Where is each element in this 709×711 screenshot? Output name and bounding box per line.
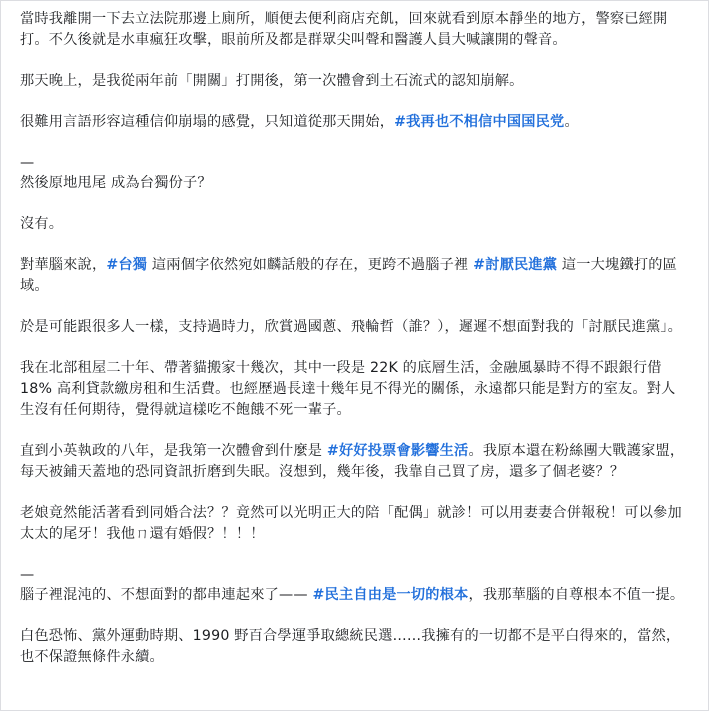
paragraph-7 (20, 317, 686, 338)
paragraph-text: 白色恐怖、黨外運動時期、1990 野百合學運爭取總統民選……我擁有的一切都不是平白得來的，當然，也不保證無條件永續。 (20, 628, 681, 665)
hashtag-link[interactable]: #好好投票會影響生活 (326, 443, 469, 459)
paragraph-1 (20, 9, 686, 51)
section-divider (20, 153, 686, 173)
hashtag-link[interactable]: #台獨 (106, 257, 148, 273)
paragraph-text: 對華腦來說， (20, 257, 107, 273)
paragraph-4 (20, 173, 686, 194)
hashtag-link[interactable]: #我再也不相信中国国民党 (394, 114, 565, 130)
paragraph-text: 這一大塊鐵打的區域。 (20, 257, 677, 294)
divider-dash: — (20, 567, 35, 583)
paragraph-text: 腦子裡混沌的、不想面對的都串連起來了—— (20, 587, 313, 603)
paragraph-3 (20, 112, 686, 133)
paragraph-text: 直到小英執政的八年，是我第一次體會到什麼是 (20, 443, 327, 459)
post-body (20, 9, 686, 688)
divider-dash: — (20, 155, 35, 171)
hashtag-link[interactable]: #民主自由是一切的根本 (312, 587, 469, 603)
paragraph-5 (20, 214, 686, 235)
section-divider (20, 565, 686, 585)
paragraph-12 (20, 626, 686, 668)
paragraph-text: 沒有。 (20, 216, 64, 232)
paragraph-text: 很難用言語形容這種信仰崩塌的感覺，只知道從那天開始， (20, 114, 395, 130)
paragraph-text: ，我那華腦的自尊根本不值一提。 (468, 587, 685, 603)
paragraph-text: 。我原本還在粉絲團大戰護家盟，每天被鋪天蓋地的恐同資訊折磨到失眠。沒想到，幾年後，我靠自己買了房，還多了個老婆？？ (20, 443, 685, 480)
paragraph-6 (20, 255, 686, 297)
hashtag-link[interactable]: #討厭民進黨 (473, 257, 558, 273)
paragraph-text: 我在北部租屋二十年、帶著貓搬家十幾次，其中一段是 22K 的底層生活，金融風暴時不得不跟銀行借 18% 高利貸款繳房租和生活費。也經歷過長達十幾年見不得光的關係，永遠都只能是對方的室友。對人生沒有任何期待，覺得就這樣吃不飽餓不死一輩子。 (20, 360, 676, 418)
paragraph-text: 。 (564, 114, 579, 130)
paragraph-11 (20, 585, 686, 606)
paragraph-text: 這兩個字依然宛如麟話般的存在，更跨不過腦子裡 (147, 257, 474, 273)
paragraph-text: 然後原地甩尾 成為台獨份子？ (20, 175, 212, 191)
paragraph-10 (20, 503, 686, 545)
paragraph-text: 老娘竟然能活著看到同婚合法？？竟然可以光明正大的陪「配偶」就診！可以用妻妻合併報稅！可以參加太太的尾牙！我他ㄇ還有婚假？！！！ (20, 505, 682, 542)
paragraph-8 (20, 358, 686, 421)
paragraph-9 (20, 441, 686, 483)
paragraph-text: 當時我離開一下去立法院那邊上廁所，順便去便利商店充飢，回來就看到原本靜坐的地方，警察已經開打。不久後就是水車瘋狂攻擊，眼前所及都是群眾尖叫聲和醫護人員大喊讓開的聲音。 (20, 11, 668, 48)
paragraph-text: 於是可能跟很多人一樣，支持過時力，欣賞過國蔥、飛輪哲（誰？），遲遲不想面對我的「討厭民進黨」。 (20, 319, 683, 335)
paragraph-2 (20, 71, 686, 92)
paragraph-text: 那天晚上，是我從兩年前「開關」打開後，第一次體會到土石流式的認知崩解。 (20, 73, 524, 89)
